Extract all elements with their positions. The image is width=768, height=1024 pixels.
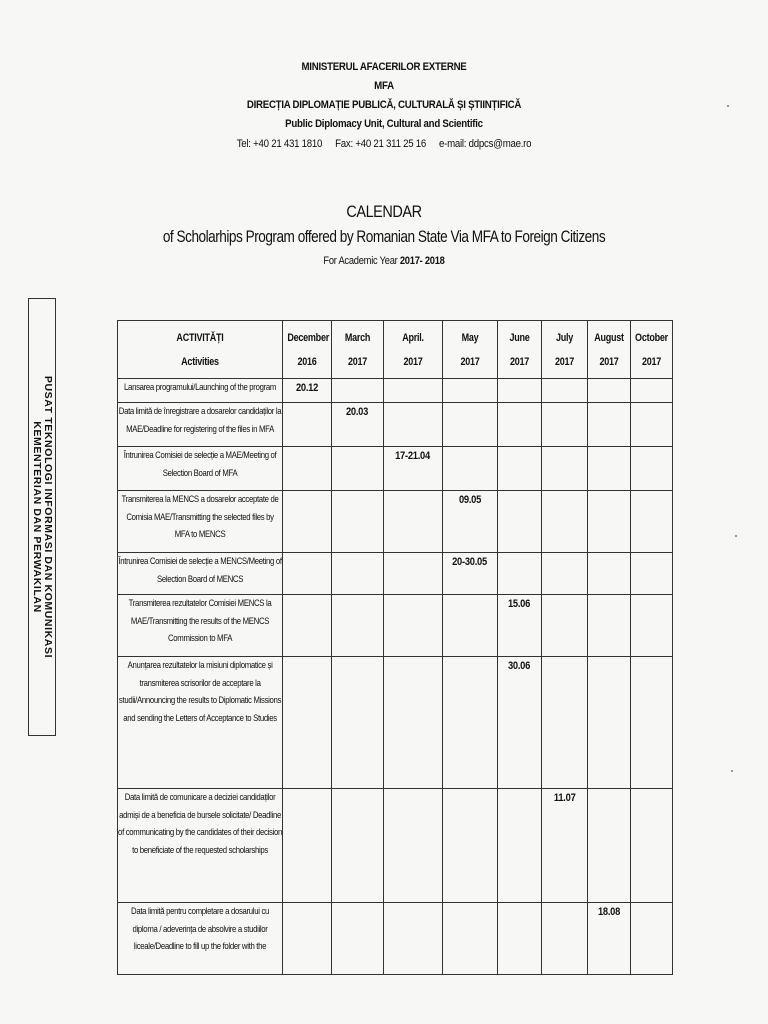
calendar-subtitle: of Scholarhips Program offered by Romanian State Via MFA to Foreign Citizens	[162, 227, 606, 246]
tel: Tel: +40 21 431 1810	[236, 138, 323, 150]
date-cell	[384, 553, 443, 595]
date-cell	[384, 595, 443, 657]
date-cell	[631, 553, 673, 595]
date-cell	[588, 553, 631, 595]
date-cell	[588, 379, 631, 403]
date-cell	[283, 789, 332, 903]
stamp-line-1: PUSAT TEKNOLOGI INFORMASI DAN KOMUNIKASI	[42, 375, 54, 659]
date-cell	[443, 789, 498, 903]
date-cell	[631, 379, 673, 403]
date-cell	[588, 491, 631, 553]
date-cell	[384, 657, 443, 789]
date-cell	[498, 553, 542, 595]
document-header	[0, 58, 768, 154]
table-row	[118, 789, 673, 903]
date-cell	[588, 447, 631, 491]
date-cell	[542, 447, 588, 491]
year-prefix: For Academic Year	[323, 255, 400, 267]
table-row	[118, 553, 673, 595]
table-row	[118, 903, 673, 975]
academic-year	[58, 250, 711, 272]
date-cell	[631, 595, 673, 657]
date-cell	[443, 379, 498, 403]
date-cell	[498, 379, 542, 403]
date-cell	[498, 789, 542, 903]
date-cell	[443, 903, 498, 975]
calendar-heading: CALENDAR	[346, 202, 422, 221]
month-header: October 2017	[631, 321, 673, 379]
directorate-name: DIRECȚIA DIPLOMAȚIE PUBLICĂ, CULTURALĂ ȘI ȘTIINȚIFICĂ	[246, 99, 522, 111]
date-cell	[443, 657, 498, 789]
date-cell: 20.12	[283, 379, 332, 403]
date-cell	[384, 403, 443, 447]
date-cell: 20-30.05	[443, 553, 498, 595]
date-cell	[283, 903, 332, 975]
document-title	[0, 200, 768, 272]
activity-cell: Data limită de înregistrare a dosarelor candidaților la MAE/Deadline for registering of the files in MFA	[118, 403, 283, 447]
date-cell	[332, 657, 384, 789]
unit-name-en: Public Diplomacy Unit, Cultural and Scientific	[285, 118, 483, 130]
table-row	[118, 491, 673, 553]
date-cell	[542, 595, 588, 657]
table-row	[118, 379, 673, 403]
date-cell	[332, 595, 384, 657]
activity-cell: Întrunirea Comisiei de selecție a MAE/Meeting of Selection Board of MFA	[118, 447, 283, 491]
contact-line	[46, 134, 722, 154]
scan-speck	[727, 105, 729, 107]
date-cell	[332, 789, 384, 903]
date-cell	[588, 657, 631, 789]
date-cell	[631, 789, 673, 903]
date-cell	[588, 403, 631, 447]
month-header: July 2017	[542, 321, 588, 379]
activities-header	[118, 321, 283, 379]
month-header: April. 2017	[384, 321, 443, 379]
date-cell	[384, 379, 443, 403]
date-cell	[542, 403, 588, 447]
activity-cell: Întrunirea Comisiei de selecție a MENCS/Meeting of Selection Board of MENCS	[118, 553, 283, 595]
date-cell	[631, 403, 673, 447]
date-cell	[443, 595, 498, 657]
date-cell	[443, 403, 498, 447]
date-cell	[384, 491, 443, 553]
activity-cell: Data limită pentru completare a dosarului cu diploma / adeverința de absolvire a studiilor liceale/Deadline to fill up the folder with the	[118, 903, 283, 975]
date-cell	[332, 553, 384, 595]
date-cell	[588, 595, 631, 657]
date-cell	[631, 447, 673, 491]
date-cell: 09.05	[443, 491, 498, 553]
activities-header-en: Activities	[181, 355, 219, 368]
scan-speck	[735, 535, 737, 537]
activity-cell: Transmiterea rezultatelor Comisiei MENCS la MAE/Transmitting the results of the MENCS Commission to MFA	[118, 595, 283, 657]
date-cell	[631, 491, 673, 553]
side-stamp	[28, 298, 56, 736]
date-cell	[631, 903, 673, 975]
table-header-row	[118, 321, 673, 379]
month-header: March 2017	[332, 321, 384, 379]
table-row	[118, 595, 673, 657]
scan-speck	[731, 770, 733, 772]
date-cell	[443, 447, 498, 491]
ministry-abbrev: MFA	[374, 80, 394, 92]
table-row	[118, 403, 673, 447]
date-cell	[498, 447, 542, 491]
activity-cell: Transmiterea la MENCS a dosarelor acceptate de Comisia MAE/Transmitting the selected files by MFA to MENCS	[118, 491, 283, 553]
date-cell	[332, 491, 384, 553]
stamp-line-2: KEMENTERIAN DAN PERWAKILAN	[31, 421, 43, 613]
activity-cell: Data limită de comunicare a deciziei candidaților admiși de a beneficia de bursele solicitate/ Deadline of communicating by the candidates of their decision to beneficiate of the requested scholarships	[118, 789, 283, 903]
date-cell	[332, 903, 384, 975]
year-value: 2017- 2018	[399, 255, 445, 267]
month-header: June 2017	[498, 321, 542, 379]
month-header: August 2017	[588, 321, 631, 379]
date-cell	[498, 491, 542, 553]
date-cell	[384, 903, 443, 975]
date-cell: 20.03	[332, 403, 384, 447]
activity-cell: Anunțarea rezultatelor la misiuni diplomatice și transmiterea scrisorilor de acceptare la studii/Announcing the results to Diplomatic Missions and sending the Letters of Acceptance to Studies	[118, 657, 283, 789]
date-cell	[498, 403, 542, 447]
calendar-table	[117, 320, 673, 975]
ministry-name: MINISTERUL AFACERILOR EXTERNE	[301, 61, 467, 73]
date-cell	[542, 379, 588, 403]
date-cell: 15.06	[498, 595, 542, 657]
date-cell	[332, 379, 384, 403]
date-cell	[542, 553, 588, 595]
date-cell	[283, 595, 332, 657]
activities-header-ro: ACTIVITĂȚI	[176, 331, 224, 344]
table-row	[118, 657, 673, 789]
date-cell	[283, 491, 332, 553]
activity-cell: Lansarea programului/Launching of the program	[118, 379, 283, 403]
month-header: December 2016	[283, 321, 332, 379]
date-cell	[542, 903, 588, 975]
date-cell	[283, 403, 332, 447]
date-cell: 18.08	[588, 903, 631, 975]
date-cell	[283, 657, 332, 789]
month-header: May 2017	[443, 321, 498, 379]
date-cell	[588, 789, 631, 903]
date-cell	[542, 657, 588, 789]
fax: Fax: +40 21 311 25 16	[335, 138, 427, 150]
date-cell	[542, 491, 588, 553]
date-cell	[283, 447, 332, 491]
date-cell: 11.07	[542, 789, 588, 903]
email: e-mail: ddpcs@mae.ro	[439, 138, 532, 150]
date-cell	[498, 903, 542, 975]
date-cell	[631, 657, 673, 789]
date-cell	[384, 789, 443, 903]
date-cell	[283, 553, 332, 595]
table-row	[118, 447, 673, 491]
stamp-text	[31, 302, 53, 732]
date-cell: 30.06	[498, 657, 542, 789]
date-cell	[332, 447, 384, 491]
date-cell: 17-21.04	[384, 447, 443, 491]
